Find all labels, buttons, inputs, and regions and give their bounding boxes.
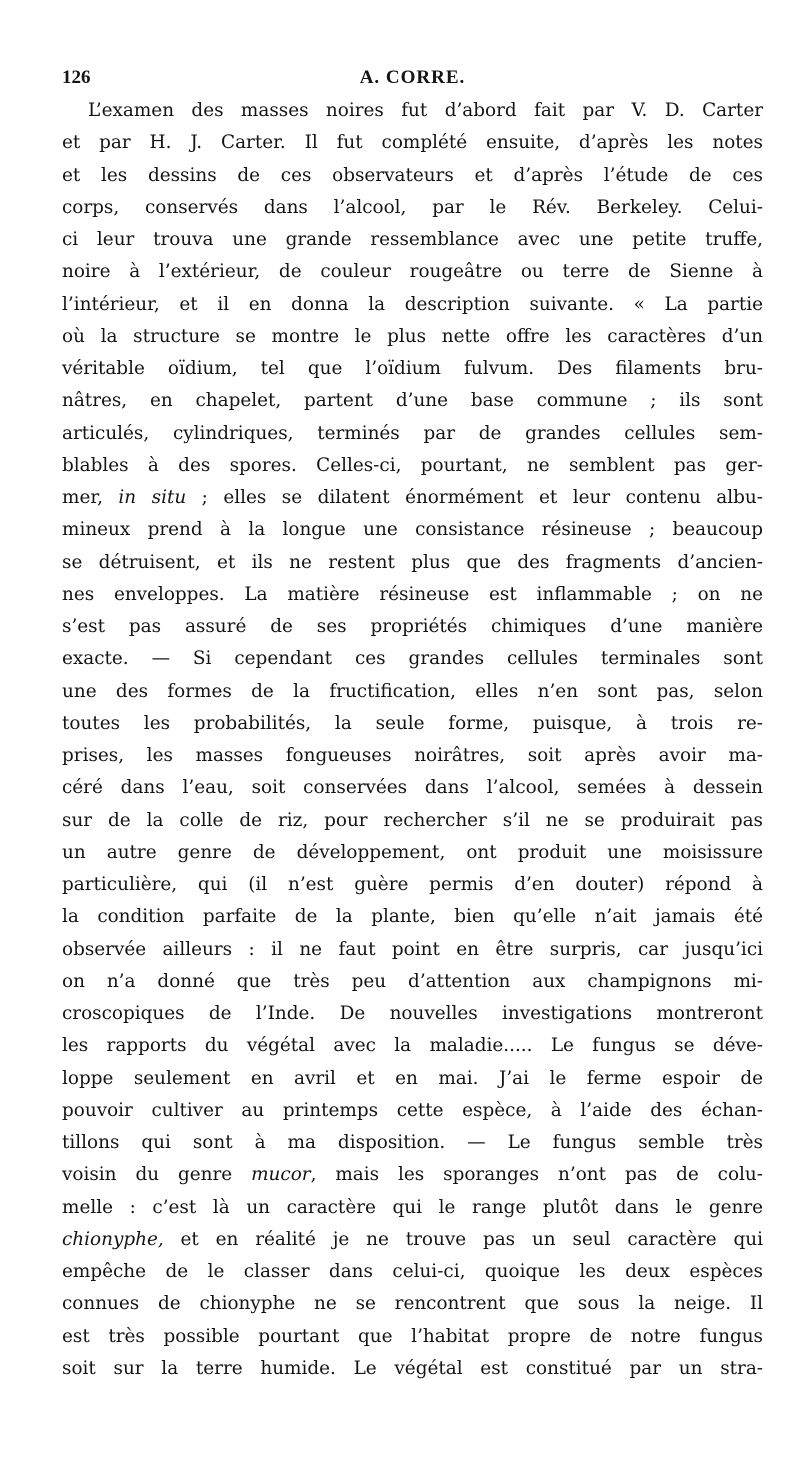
text-line: corps, conservés dans l’alcool, par le Rév. Berkeley. Celui- xyxy=(62,196,763,218)
text-line: ci leur trouva une grande ressemblance avec une petite truffe, xyxy=(62,229,763,250)
text-line: nâtres, en chapelet, partent d’une base commune ; ils sont xyxy=(62,390,763,412)
text-line: une des formes de la fructification, elles n’en sont pas, selon xyxy=(62,680,763,702)
text-line: véritable oïdium, tel que l’oïdium fulvum. Des filaments bru- xyxy=(62,358,763,379)
text-line: céré dans l’eau, soit conservées dans l’alcool, semées à dessein xyxy=(62,777,763,799)
text-line: chionyphe, et en réalité je ne trouve pas un seul caractère qui xyxy=(62,1228,763,1250)
text-line: un autre genre de développement, ont produit une moisissure xyxy=(62,841,763,863)
text-line: et les dessins de ces observateurs et d’après l’étude de ces xyxy=(62,164,763,186)
text-line: croscopiques de l’Inde. De nouvelles investigations montreront xyxy=(62,1003,763,1024)
running-head xyxy=(62,64,763,92)
text-line: les rapports du végétal avec la maladie..... Le fungus se déve- xyxy=(62,1035,763,1057)
text-line: connues de chionyphe ne se rencontrent que sous la neige. Il xyxy=(62,1293,763,1315)
text-line: et par H. J. Carter. Il fut complété ensuite, d’après les notes xyxy=(62,132,763,154)
text-line: noire à l’extérieur, de couleur rougeâtre ou terre de Sienne à xyxy=(62,261,763,283)
text-line: mer, in situ ; elles se dilatent énormément et leur contenu albu- xyxy=(62,487,763,508)
text-line: loppe seulement en avril et en mai. J’ai le ferme espoir de xyxy=(62,1067,763,1089)
body-text xyxy=(62,95,763,1385)
italic-term: chionyphe, xyxy=(62,1228,164,1250)
text-line: l’intérieur, et il en donna la description suivante. « La partie xyxy=(62,293,763,315)
text-line: sur de la colle de riz, pour rechercher s’il ne se produirait pas xyxy=(62,809,763,831)
running-head-author: A. CORRE. xyxy=(359,67,466,88)
page-number: 126 xyxy=(62,67,91,88)
text-line: la condition parfaite de la plante, bien qu’elle n’ait jamais été xyxy=(62,906,763,928)
italic-term: in situ xyxy=(118,487,187,508)
text-line: tillons qui sont à ma disposition. — Le fungus semble très xyxy=(62,1132,763,1153)
text-line: on n’a donné que très peu d’attention aux champignons mi- xyxy=(62,970,763,992)
text-line: empêche de le classer dans celui-ci, quoique les deux espèces xyxy=(62,1261,763,1282)
text-line: exacte. — Si cependant ces grandes cellules terminales sont xyxy=(62,648,763,670)
text-line: L’examen des masses noires fut d’abord fait par V. D. Carter xyxy=(88,100,763,121)
italic-term: mucor xyxy=(251,1164,311,1186)
text-line: blables à des spores. Celles-ci, pourtant, ne semblent pas ger- xyxy=(62,454,763,476)
text-line: mineux prend à la longue une consistance résineuse ; beaucoup xyxy=(62,519,763,541)
text-line: voisin du genre mucor, mais les sporanges n’ont pas de colu- xyxy=(62,1164,763,1186)
text-line: particulière, qui (il n’est guère permis d’en douter) répond à xyxy=(62,874,763,895)
text-line: soit sur la terre humide. Le végétal est constitué par un stra- xyxy=(62,1357,763,1379)
text-line: nes enveloppes. La matière résineuse est inflammable ; on ne xyxy=(62,583,763,605)
text-line: pouvoir cultiver au printemps cette espèce, à l’aide des échan- xyxy=(62,1099,763,1121)
text-line: s’est pas assuré de ses propriétés chimiques d’une manière xyxy=(62,616,763,637)
text-line: où la structure se montre le plus nette offre les caractères d’un xyxy=(62,325,763,347)
text-line: prises, les masses fongueuses noirâtres, soit après avoir ma- xyxy=(62,745,763,766)
text-line: toutes les probabilités, la seule forme, puisque, à trois re- xyxy=(62,712,763,734)
text-line: est très possible pourtant que l’habitat propre de notre fungus xyxy=(62,1325,763,1347)
text-line: articulés, cylindriques, terminés par de grandes cellules sem- xyxy=(62,422,763,444)
text-line: observée ailleurs : il ne faut point en être surpris, car jusqu’ici xyxy=(62,938,763,960)
text-line: melle : c’est là un caractère qui le range plutôt dans le genre xyxy=(62,1196,763,1218)
text-line: se détruisent, et ils ne restent plus que des fragments d’ancien- xyxy=(62,551,763,573)
